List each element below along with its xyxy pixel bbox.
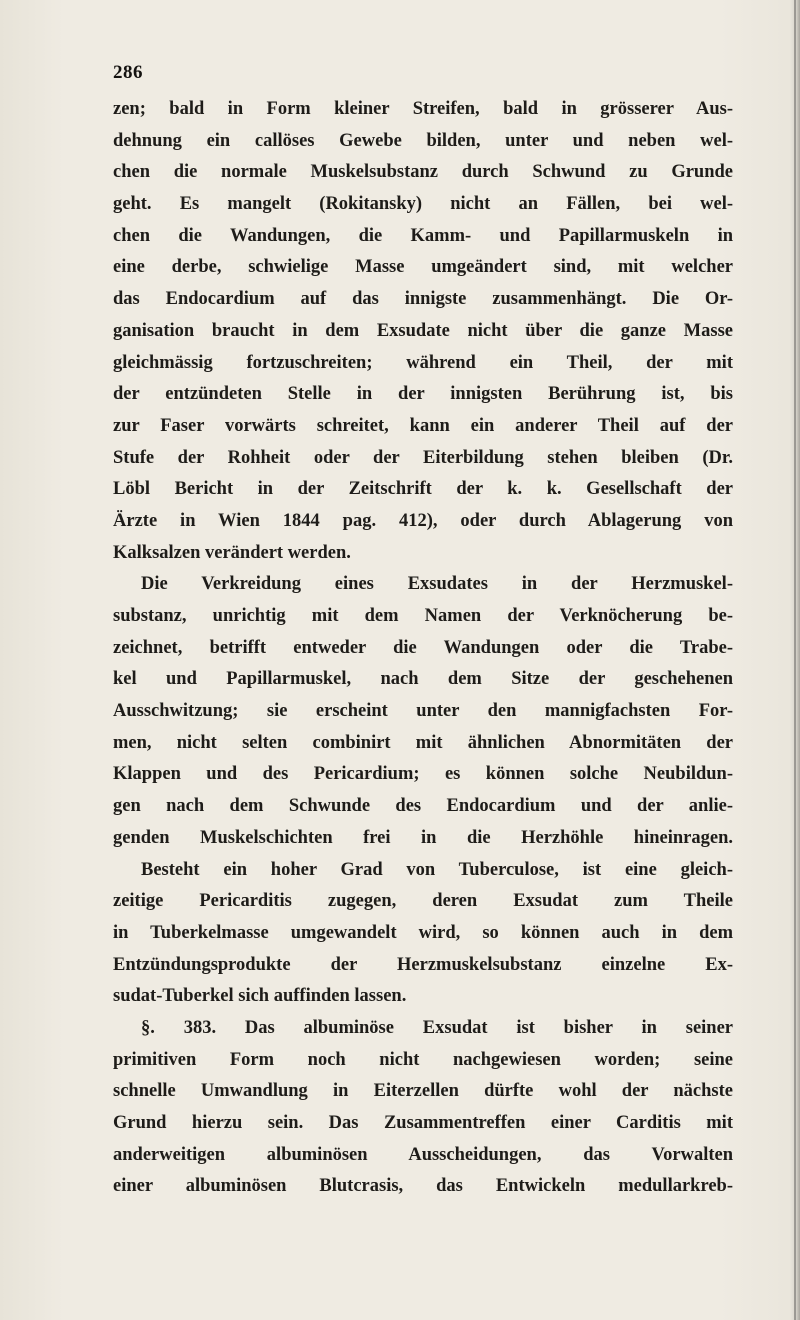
body-text [113, 94, 733, 1203]
text-line: der entzündeten Stelle in der innigsten Berührung ist, bis [113, 384, 733, 405]
text-line: anderweitigen albuminösen Ausscheidungen, das Vorwalten [113, 1144, 733, 1165]
text-line: eine derbe, schwielige Masse umgeändert sind, mit welcher [113, 257, 733, 278]
text-line: men, nicht selten combinirt mit ähnlichen Abnormitäten der [113, 732, 733, 753]
text-line: in Tuberkelmasse umgewandelt wird, so können auch in dem [113, 922, 733, 943]
text-line: ganisation braucht in dem Exsudate nicht über die ganze Masse [113, 320, 733, 341]
text-line: primitiven Form noch nicht nachgewiesen worden; seine [113, 1049, 733, 1070]
text-line: einer albuminösen Blutcrasis, das Entwickeln medullarkreb- [113, 1176, 733, 1197]
text-line: chen die normale Muskelsubstanz durch Schwund zu Grunde [113, 162, 733, 183]
page-number: 286 [113, 62, 143, 83]
text-line: Kalksalzen verändert werden. [113, 542, 351, 563]
text-line: dehnung ein callöses Gewebe bilden, unter und neben wel- [113, 130, 733, 151]
text-line: Entzündungsprodukte der Herzmuskelsubstanz einzelne Ex- [113, 954, 733, 975]
text-line: chen die Wandungen, die Kamm- und Papillarmuskeln in [113, 225, 733, 246]
text-line: zur Faser vorwärts schreitet, kann ein anderer Theil auf der [113, 415, 733, 436]
text-line: gen nach dem Schwunde des Endocardium und der anlie- [113, 796, 733, 817]
text-line: Besteht ein hoher Grad von Tuberculose, ist eine gleich- [141, 859, 733, 880]
text-line: zeichnet, betrifft entweder die Wandungen oder die Trabe- [113, 637, 733, 658]
text-line: Ärzte in Wien 1844 pag. 412), oder durch Ablagerung von [113, 510, 733, 531]
text-line: zen; bald in Form kleiner Streifen, bald in grösserer Aus- [113, 99, 733, 119]
text-line: Klappen und des Pericardium; es können solche Neubildun- [113, 764, 733, 785]
text-line: zeitige Pericarditis zugegen, deren Exsudat zum Theile [113, 891, 733, 912]
text-line: gleichmässig fortzuschreiten; während ein Theil, der mit [113, 352, 733, 373]
text-line: Die Verkreidung eines Exsudates in der Herzmuskel- [141, 574, 733, 595]
text-line: geht. Es mangelt (Rokitansky) nicht an Fällen, bei wel- [113, 194, 733, 215]
text-line: Grund hierzu sein. Das Zusammentreffen einer Carditis mit [113, 1113, 733, 1133]
text-line: sudat-Tuberkel sich auffinden lassen. [113, 986, 407, 1007]
text-line: substanz, unrichtig mit dem Namen der Verknöcherung be- [113, 606, 733, 626]
text-line: schnelle Umwandlung in Eiterzellen dürfte wohl der nächste [113, 1081, 733, 1102]
text-line: das Endocardium auf das innigste zusammenhängt. Die Or- [113, 289, 733, 310]
text-line: Ausschwitzung; sie erscheint unter den mannigfachsten For- [113, 701, 733, 722]
page-edge-line [794, 0, 796, 1320]
text-line: kel und Papillarmuskel, nach dem Sitze der geschehenen [113, 669, 733, 690]
text-line: genden Muskelschichten frei in die Herzhöhle hineinragen. [113, 827, 733, 848]
text-line: Löbl Bericht in der Zeitschrift der k. k. Gesellschaft der [113, 479, 733, 500]
text-line: Stufe der Rohheit oder der Eiterbildung stehen bleiben (Dr. [113, 447, 733, 468]
text-line: §. 383. Das albuminöse Exsudat ist bisher in seiner [141, 1017, 733, 1038]
